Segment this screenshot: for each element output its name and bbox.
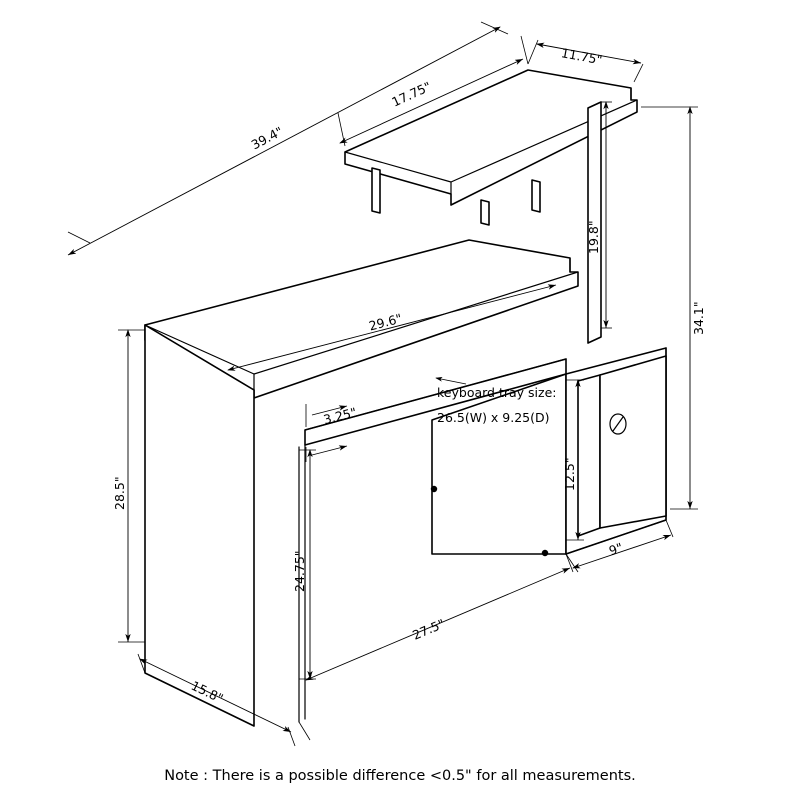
desk-illustration — [145, 70, 666, 726]
dim-label-upper-post-height: 19.8" — [586, 220, 601, 254]
dim-label-top-shelf-depth: 11.75" — [559, 45, 604, 68]
dim-label-top-shelf-width: 17.75" — [389, 78, 434, 110]
callout-line-1: keyboard tray size: — [437, 385, 557, 400]
dim-label-base-width: 27.5" — [410, 615, 447, 643]
dim-label-cabinet-height: 12.5" — [562, 457, 577, 491]
dim-label-side-panel-height: 24.75" — [292, 550, 307, 592]
dim-label-overall-height: 34.1" — [691, 301, 706, 335]
dim-side-panel-height — [292, 450, 316, 679]
dim-label-tray-offset: 3.25" — [321, 404, 359, 428]
storage-cabinet — [566, 348, 666, 554]
dim-label-desktop-width: 29.6" — [367, 310, 404, 334]
dim-label-cabinet-depth: 9" — [606, 539, 625, 559]
callout-line-2: 26.5(W) x 9.25(D) — [437, 410, 550, 425]
left-side-panel — [145, 325, 254, 726]
measurement-note: Note : There is a possible difference <0.5" for all measurements. — [164, 768, 636, 784]
dim-label-desk-height: 28.5" — [112, 476, 127, 510]
dim-base-width — [299, 554, 578, 740]
dim-label-overall-width: 39.4" — [248, 123, 286, 153]
dim-desk-height — [112, 330, 145, 642]
dim-label-base-depth: 15.8" — [188, 677, 226, 706]
